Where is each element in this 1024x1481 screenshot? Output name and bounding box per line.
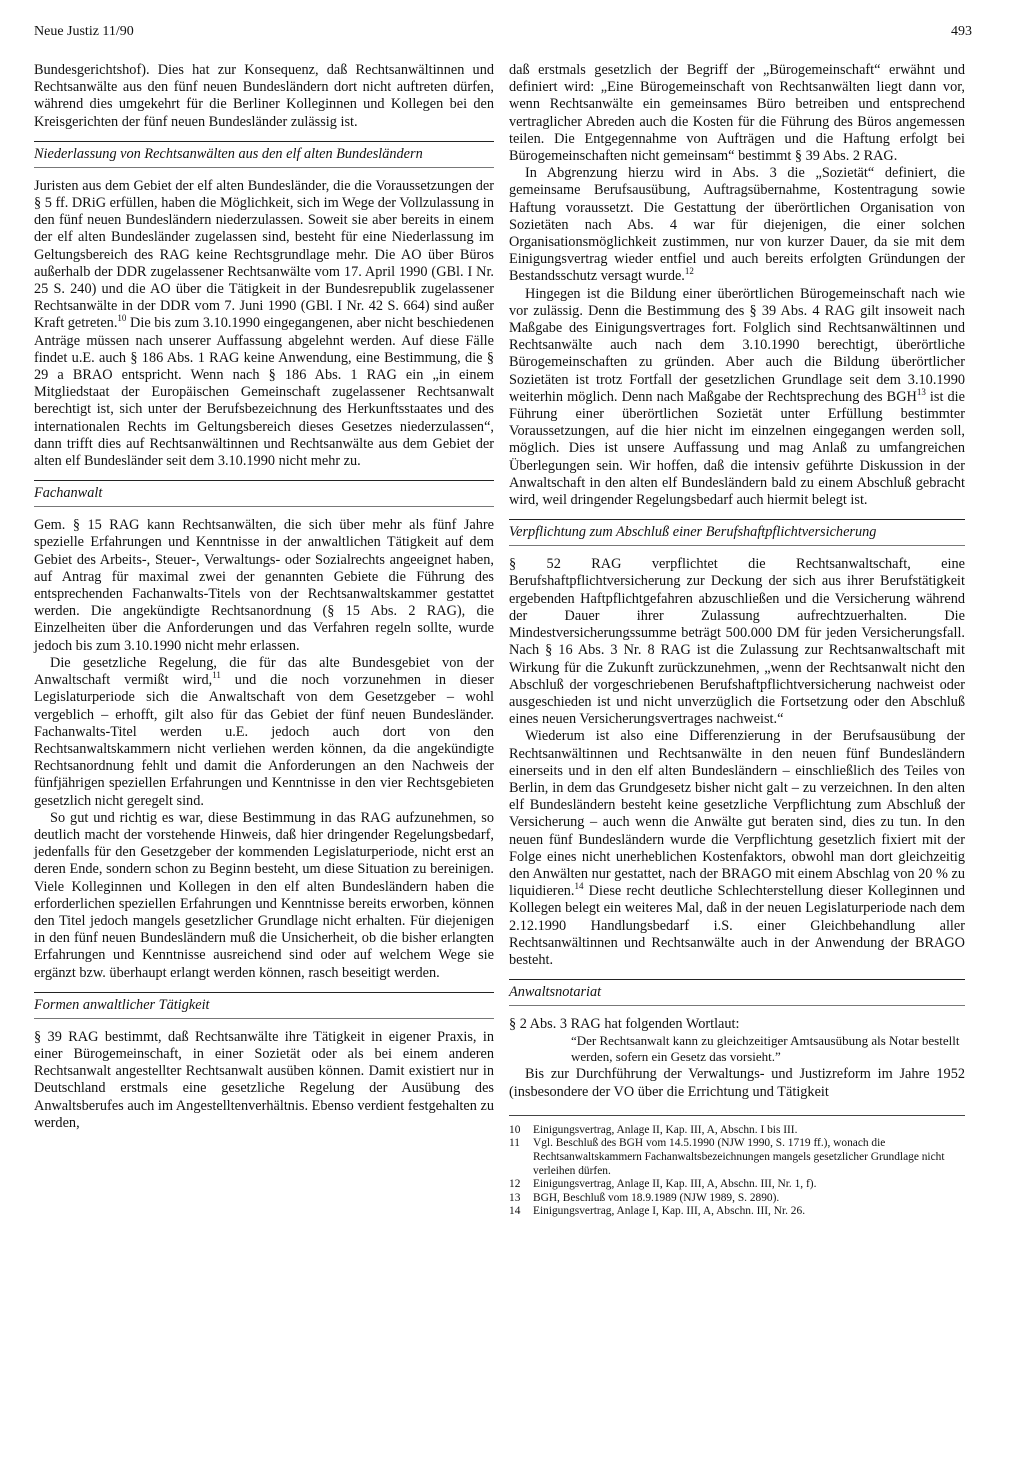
text: Juristen aus dem Gebiet der elf alten Bundesländer, die die Voraussetzungen der § 5 ff. DRiG erfüllen, haben die Möglichkeit, sich im Wege der Vollzulassung in den fünf neuen Bundesländern niederzulassen. Soweit sie aber bereits in einem der elf alten Bundesländer zugelassen sind, besteht für eine Niederlassung im Geltungsbereich des RAG keine Rechtsgrundlage mehr. Die AO über Büros außerhalb der DDR zugelassener Rechtsanwälte vom 17. April 1990 (GBl. I Nr. 25 S. 240) und die AO über die Tätigkeit in der Bundesrepublik zugelassener Rechtsanwälte in der DDR vom 7. Juni 1990 (GBl. I Nr. 42 S. 664) sind außer Kraft getreten.: [34, 177, 494, 332]
text: Hingegen ist die Bildung einer überörtlichen Bürogemeinschaft nach wie vor zulässig. Denn die Bestimmung des § 39 Abs. 4 RAG gilt insoweit nach Maßgabe des Einigungsvertrages fort. Folglich sind Rechtsanwältinnen und Rechtsanwälte auch nach dem 3.10.1990 berechtigt, überörtliche Bürogemeinschaften zu gründen. Aber auch die Bildung überörtlicher Sozietäten ist trotz Fortfall der gesetzlichen Grundlage seit dem 3.10.1990 weiterhin möglich. Denn nach Maßgabe der Rechtsprechung des BGH: [509, 285, 965, 405]
paragraph: Bis zur Durchführung der Verwaltungs- und Justizreform im Jahre 1952 (insbesondere der VO über die Errichtung und Tätigkeit: [509, 1066, 965, 1100]
intro-paragraph: Bundesgerichtshof). Dies hat zur Konsequenz, daß Rechtsanwältinnen und Rechtsanwälte aus den fünf neuen Bundesländern dort nicht auftreten dürfen, während dies umgekehrt für die Berliner Kolleginnen und Kollegen bei den Kreisgerichten der fünf neuen Bundesländer zulässig ist.: [34, 62, 494, 130]
footnote-ref[interactable]: 13: [916, 387, 926, 398]
footnotes: [509, 1115, 965, 1219]
footnote-text: Einigungsvertrag, Anlage I, Kap. III, A, Abschn. III, Nr. 26.: [533, 1205, 806, 1218]
section-heading: Formen anwaltlicher Tätigkeit: [34, 993, 494, 1019]
page-header: [34, 24, 972, 44]
footnote-ref[interactable]: 10: [117, 313, 127, 324]
text: Die bis zum 3.10.1990 eingegangenen, aber nicht beschiedenen Anträge müssen nach unserer Auffassung abgelehnt werden. Auf diese Fälle findet u.E. auch § 186 Abs. 1 RAG keine Anwendung, eine Bestimmung, die § 29 a BRAO entspricht. Wenn nach § 186 Abs. 1 RAG ein „in einem Mitgliedstaat der Europäischen Gemeinschaft zugelassener Rechtsanwalt berechtigt ist, sich unter der Berufsbezeichnung des Herkunftsstaates und des internationalen Rechts im Geltungsbereich dieses Gesetzes niederzulassen“, dann trifft dies auf Rechtsanwältinnen und Rechtsanwälte aus dem Gebiet der alten elf Bundesländer seit dem 3.10.1990 nicht mehr zu.: [34, 315, 494, 470]
intro-paragraph: daß erstmals gesetzlich der Begriff der „Bürogemeinschaft“ erwähnt und definiert wird: „Eine Bürogemeinschaft von Rechtsanwälten liegt dann vor, wenn Rechtsanwälte ein gemeinsames Büro betreiben und entsprechend vertraglicher Abreden auch die Kosten für die Führung des Büros angemessen teilen. Die Entgegennahme von Aufträgen und die Haftung erfolgt bei Bürogemeinschaften nicht gemeinsam“ bestimmt § 39 Abs. 2 RAG.: [509, 62, 965, 165]
text: In Abgrenzung hierzu wird in Abs. 3 die „Sozietät“ definiert, die gemeinsame Berufsausübung, Auftragsübernahme, Kostentragung sowie Haftung voraussetzt. Die Gestattung der überörtlichen Organisation von Sozietäten nach Abs. 4 war für diejenigen, die einer solchen Organisationsmöglichkeit zustimmen, nur von kurzer Dauer, da sie mit dem Einigungsvertrag wieder entfiel und auch bereits erfolgten Gründungen der Bestandsschutz versagt wurde.: [509, 165, 965, 285]
footnote-ref[interactable]: 12: [684, 266, 694, 277]
text: Diese recht deutliche Schlechterstellung dieser Kolleginnen und Kollegen belegt ein weiteres Mal, daß in der neuen Legislaturperiode nach dem 2.12.1990 Handlungsbedarf i.S. einer Gleichbehandlung aller Rechtsanwältinnen und Rechtsanwälte auch in der Anwendung der BRAGO besteht.: [509, 883, 965, 968]
section-versicherung: [509, 519, 965, 969]
footnote-number: 11: [509, 1137, 520, 1150]
paragraph: [509, 165, 965, 285]
footnote-number: 10: [509, 1123, 521, 1136]
journal-title: Neue Justiz 11/90: [34, 24, 134, 39]
paragraph: § 39 RAG bestimmt, daß Rechtsanwälte ihre Tätigkeit in eigener Praxis, in einer Bürogemeinschaft, in einer Sozietät oder als bei einem anderen Rechtsanwalt angestellter Rechtsanwalt ausüben können. Damit existiert nur in Deutschland erstmals eine gesetzliche Regelung der Ausübung des Anwaltsberufes auch im Angestelltenverhältnis. Ebenso verdient festgehalten zu werden,: [34, 1028, 494, 1131]
paragraph: § 2 Abs. 3 RAG hat folgenden Wortlaut:: [509, 1016, 740, 1033]
footnote: [509, 1192, 965, 1206]
footnote-text: Einigungsvertrag, Anlage II, Kap. III, A, Abschn. I bis III.: [533, 1123, 798, 1136]
section-fachanwalt: [34, 480, 494, 981]
footnote: [509, 1124, 965, 1138]
section-heading: Anwaltsnotariat: [509, 980, 965, 1006]
footnote-number: 12: [509, 1178, 521, 1191]
footnote: [509, 1205, 965, 1219]
footnote: [509, 1178, 965, 1192]
paragraph: [34, 178, 494, 470]
footnote-number: 14: [509, 1205, 521, 1218]
footnote: [509, 1137, 965, 1178]
footnote-ref[interactable]: 11: [212, 670, 221, 681]
text: Die gesetzliche Regelung, die für das alte Bundesgebiet von der Anwaltschaft vermißt wird,: [34, 654, 494, 689]
paragraph: [509, 286, 965, 510]
block-quote: “Der Rechtsanwalt kann zu gleichzeitiger Amtsausübung als Notar bestellt werden, sofern ein Gesetz das vorsieht.”: [571, 1033, 960, 1064]
section-heading: Fachanwalt: [34, 481, 494, 507]
paragraph: Gem. § 15 RAG kann Rechtsanwälten, die sich über mehr als fünf Jahre spezielle Erfahrungen und Kenntnisse in der anwaltlichen Tätigkeit auf dem Gebiet des Arbeits-, Steuer-, Verwaltungs- oder Sozialrechts angeeignet haben, auf Antrag für maximal zwei der genannten Gebiete die Führung des entsprechenden Fachanwalts-Titels von der Rechtsanwaltskammer gestattet werden. Die angekündigte Rechtsanordnung (§ 15 Abs. 2 RAG), die Einzelheiten über die Anforderungen und das Verfahren regeln sollte, wurde jedoch bis zum 3.10.1990 nicht mehr erlassen.: [34, 517, 494, 654]
text: Wiederum ist also eine Differenzierung in der Berufsausübung der Rechtsanwältinnen und Rechtsanwälte in den neuen fünf Bundesländern einerseits und in den elf alten Bundesländern – einschließlich des Teiles von Berlin, in dem das Grundgesetz bisher nicht galt – zu verzeichnen. In den alten elf Bundesländern besteht keine gesetzliche Verpflichtung zum Abschluß der Versicherung – auch wenn die Anwälte gut beraten sind, dies zu tun. In den neuen fünf Bundesländern wurde die Verpflichtung gesetzlich fixiert mit der Folge eines nicht unerheblichen Kostenfaktors, obwohl man dort gleichzeitig den Anwälten nur gestattet, nach der BRAGO mit einem Abschlag von 20 % zu liquidieren.: [509, 728, 965, 900]
section-heading: Niederlassung von Rechtsanwälten aus den elf alten Bundesländern: [34, 142, 494, 168]
paragraph: § 52 RAG verpflichtet die Rechtsanwaltschaft, eine Berufshaftpflichtversicherung zur Deckung der sich aus ihrer Berufstätigkeit ergebenden Haftpflichtgefahren abzuschließen und die Versicherung während der Dauer ihrer Zulassung aufrechtzuerhalten. Die Mindestversicherungssumme beträgt 500.000 DM für jeden Versicherungsfall. Nach § 16 Abs. 3 Nr. 8 RAG ist die Zulassung zur Rechtsanwaltschaft mit Wirkung für die Zukunft zurückzunehmen, „wenn der Rechtsanwalt nicht den Abschluß der vorgeschriebenen Berufshaftpflichtversicherung nachweist oder ausgeschieden ist und nicht unverzüglich die Fortsetzung oder den Abschluß eines neuen Versicherungsvertrages nachweist.“: [509, 556, 965, 728]
paragraph: So gut und richtig es war, diese Bestimmung in das RAG aufzunehmen, so deutlich macht der vorstehende Hinweis, daß hier dringender Regelungsbedarf, jedenfalls für den Gesetzgeber der kommenden Legislaturperiode, nicht erst an deren Ende, sondern schon zu Beginn besteht, um diese Situation zu bereinigen. Viele Kolleginnen und Kollegen in den elf alten Bundesländern haben die erforderlichen speziellen Erfahrungen und Kenntnisse bereits erworben, können den Titel jedoch mangels gesetzlicher Grundlage nicht erhalten. Für diejenigen in den fünf neuen Bundesländern muß die Unsicherheit, ob die bisher erlangten Erfahrungen und Kenntnisse ausreichend sind oder auf welchem Wege sie ergänzt bzw. überhaupt erlangt werden können, rasch beseitigt werden.: [34, 809, 494, 981]
text: und die noch vorzunehmen in dieser Legislaturperiode sich die Anwaltschaft von dem Gesetzgeber – wohl vergeblich – erhofft, gilt also für das Gebiet der fünf neuen Bundesländer. Fachanwalts-Titel werden u.E. jedoch auch dort von den Rechtsanwaltskammern nicht verliehen werden können, da die angekündigte Rechtsanordnung fehlt und damit die Anforderungen an den Nachweis der fünfjährigen speziellen Erfahrungen und Kenntnisse in den vier Rechtsgebieten gesetzlich nicht geregelt sind.: [34, 672, 494, 809]
footnote-number: 13: [509, 1191, 521, 1204]
left-column: [34, 62, 494, 1132]
section-formen: [34, 992, 494, 1132]
section-niederlassung: [34, 141, 494, 470]
page-number: 493: [951, 24, 972, 39]
paragraph: [34, 655, 494, 810]
paragraph: [509, 728, 965, 969]
footnote-text: BGH, Beschluß vom 18.9.1989 (NJW 1989, S. 2890).: [533, 1191, 780, 1204]
section-heading: Verpflichtung zum Abschluß einer Berufshaftpflichtversicherung: [509, 520, 965, 546]
right-column: [509, 62, 965, 1219]
footnote-ref[interactable]: 14: [574, 881, 584, 892]
text: ist die Führung einer überörtlichen Sozietät unter Erfüllung bestimmter Voraussetzungen, auf die hier nicht im einzelnen eingegangen werden soll, möglich. Dies ist unsere Auffassung und mag Anlaß zu umfangreichen Überlegungen sein. Wir hoffen, daß die intensiv geführte Diskussion in der Anwaltschaft in den alten elf Bundesländern bald zu einem Abschluß gebracht wird, weil dringender Regelungsbedarf auch hiermit belegt ist.: [509, 388, 965, 509]
footnote-text: Einigungsvertrag, Anlage II, Kap. III, A, Abschn. III, Nr. 1, f).: [533, 1178, 817, 1191]
section-anwaltsnotariat: [509, 979, 965, 1101]
footnote-text: Vgl. Beschluß des BGH vom 14.5.1990 (NJW 1990, S. 1719 ff.), wonach die Rechtsanwaltskammern Fachanwaltsbezeichnungen mangels gesetzlicher Grundlage nicht verleihen dürfen.: [533, 1137, 945, 1177]
